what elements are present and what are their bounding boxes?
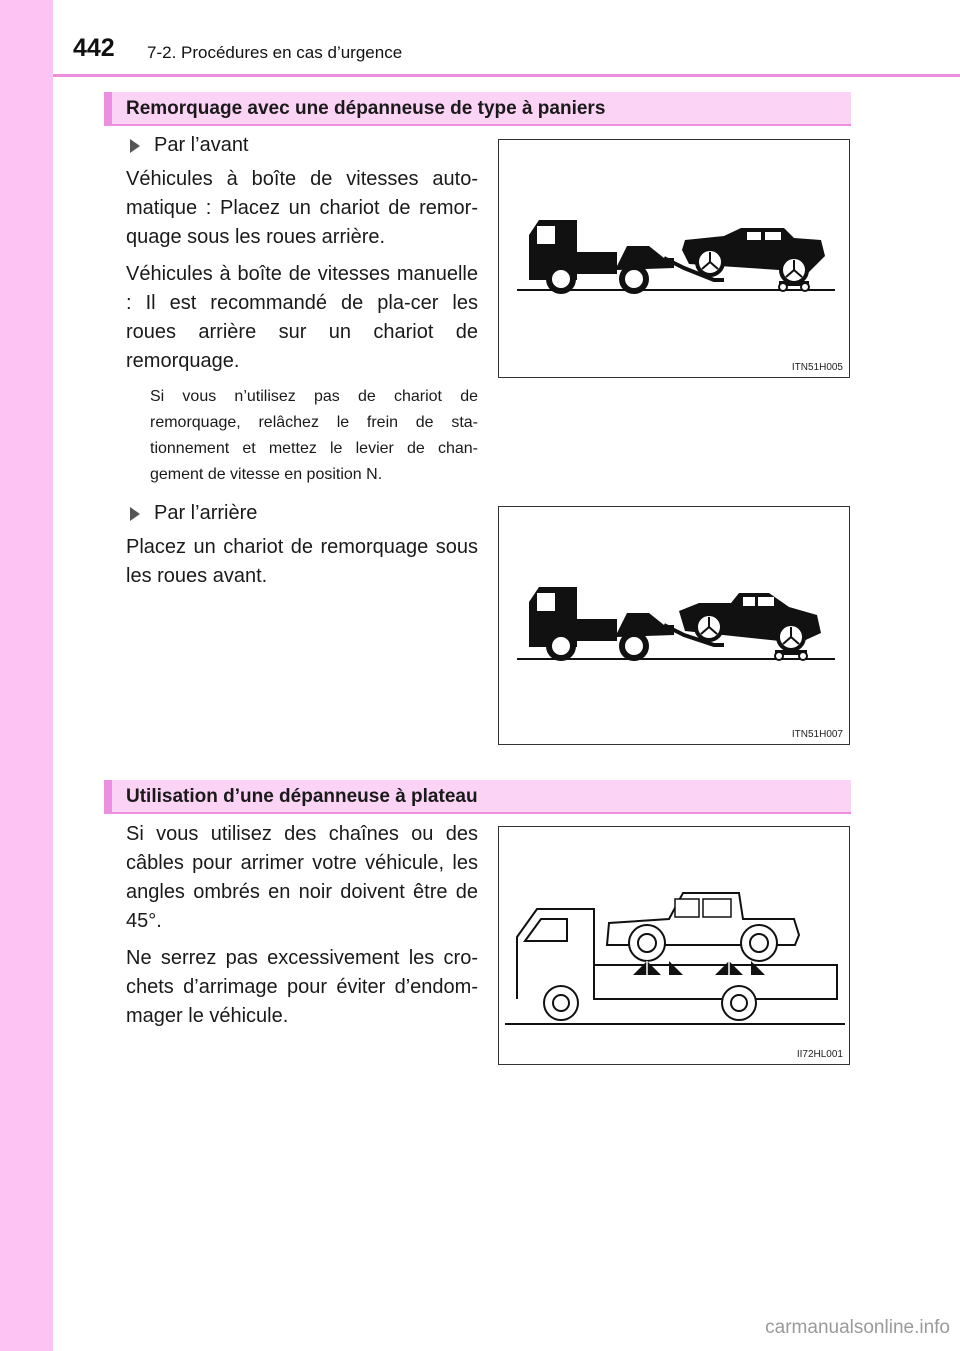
figure-flatbed xyxy=(498,826,850,1065)
section-heading-bar xyxy=(104,92,112,124)
page-number: 442 xyxy=(73,34,115,62)
section-heading-text: Remorquage avec une dépanneuse de type à paniers xyxy=(126,98,606,119)
figure-rear-tow xyxy=(498,506,850,745)
figure-code: ITN51H007 xyxy=(791,729,843,740)
figure-code: II72HL001 xyxy=(796,1049,843,1060)
tow-truck-rear-illustration xyxy=(499,507,849,744)
section-heading-bar xyxy=(104,780,112,812)
rear-heading-label: Par l’arrière xyxy=(154,502,258,524)
front-heading xyxy=(126,134,478,157)
front-paragraph-auto: Véhicules à boîte de vitesses auto-matique : Placez un chariot de remor-quage sous les roues arrière. xyxy=(126,168,478,248)
margin-band xyxy=(0,0,53,1351)
section-heading-text: Utilisation d’une dépanneuse à plateau xyxy=(126,786,478,807)
rear-text-block xyxy=(126,502,478,599)
figure-front-tow xyxy=(498,139,850,378)
tow-truck-front-illustration xyxy=(499,140,849,377)
front-text-block xyxy=(126,134,478,488)
section-heading-flatbed xyxy=(104,780,851,814)
front-note: Si vous n’utilisez pas de chariot de remorquage, relâchez le frein de sta-tionnement et mettez le levier de chan-gement de vitesse en position N. xyxy=(150,388,478,483)
front-heading-label: Par l’avant xyxy=(154,134,249,156)
header-rule xyxy=(53,74,960,77)
watermark: carmanualsonline.info xyxy=(765,1317,950,1338)
figure-code: ITN51H005 xyxy=(791,362,843,373)
flatbed-text-block xyxy=(126,820,478,1039)
flatbed-paragraph-chains: Si vous utilisez des chaînes ou des câbles pour arrimer votre véhicule, les angles ombrés en noir doivent être de 45°. xyxy=(126,823,478,932)
section-heading-wheel-lift xyxy=(104,92,851,126)
flatbed-paragraph-hooks: Ne serrez pas excessivement les cro-chets d’arrimage pour éviter d’endom-mager le véhicule. xyxy=(126,947,478,1027)
rear-heading xyxy=(126,502,478,525)
chapter-title: 7-2. Procédures en cas d’urgence xyxy=(147,43,403,62)
flatbed-truck-illustration xyxy=(499,827,849,1064)
triangle-bullet-icon xyxy=(130,507,140,521)
front-paragraph-manual: Véhicules à boîte de vitesses manuelle : Il est recommandé de pla-cer les roues arrière sur un chariot de remorquage. xyxy=(126,263,478,372)
rear-paragraph: Placez un chariot de remorquage sous les roues avant. xyxy=(126,536,478,587)
triangle-bullet-icon xyxy=(130,139,140,153)
